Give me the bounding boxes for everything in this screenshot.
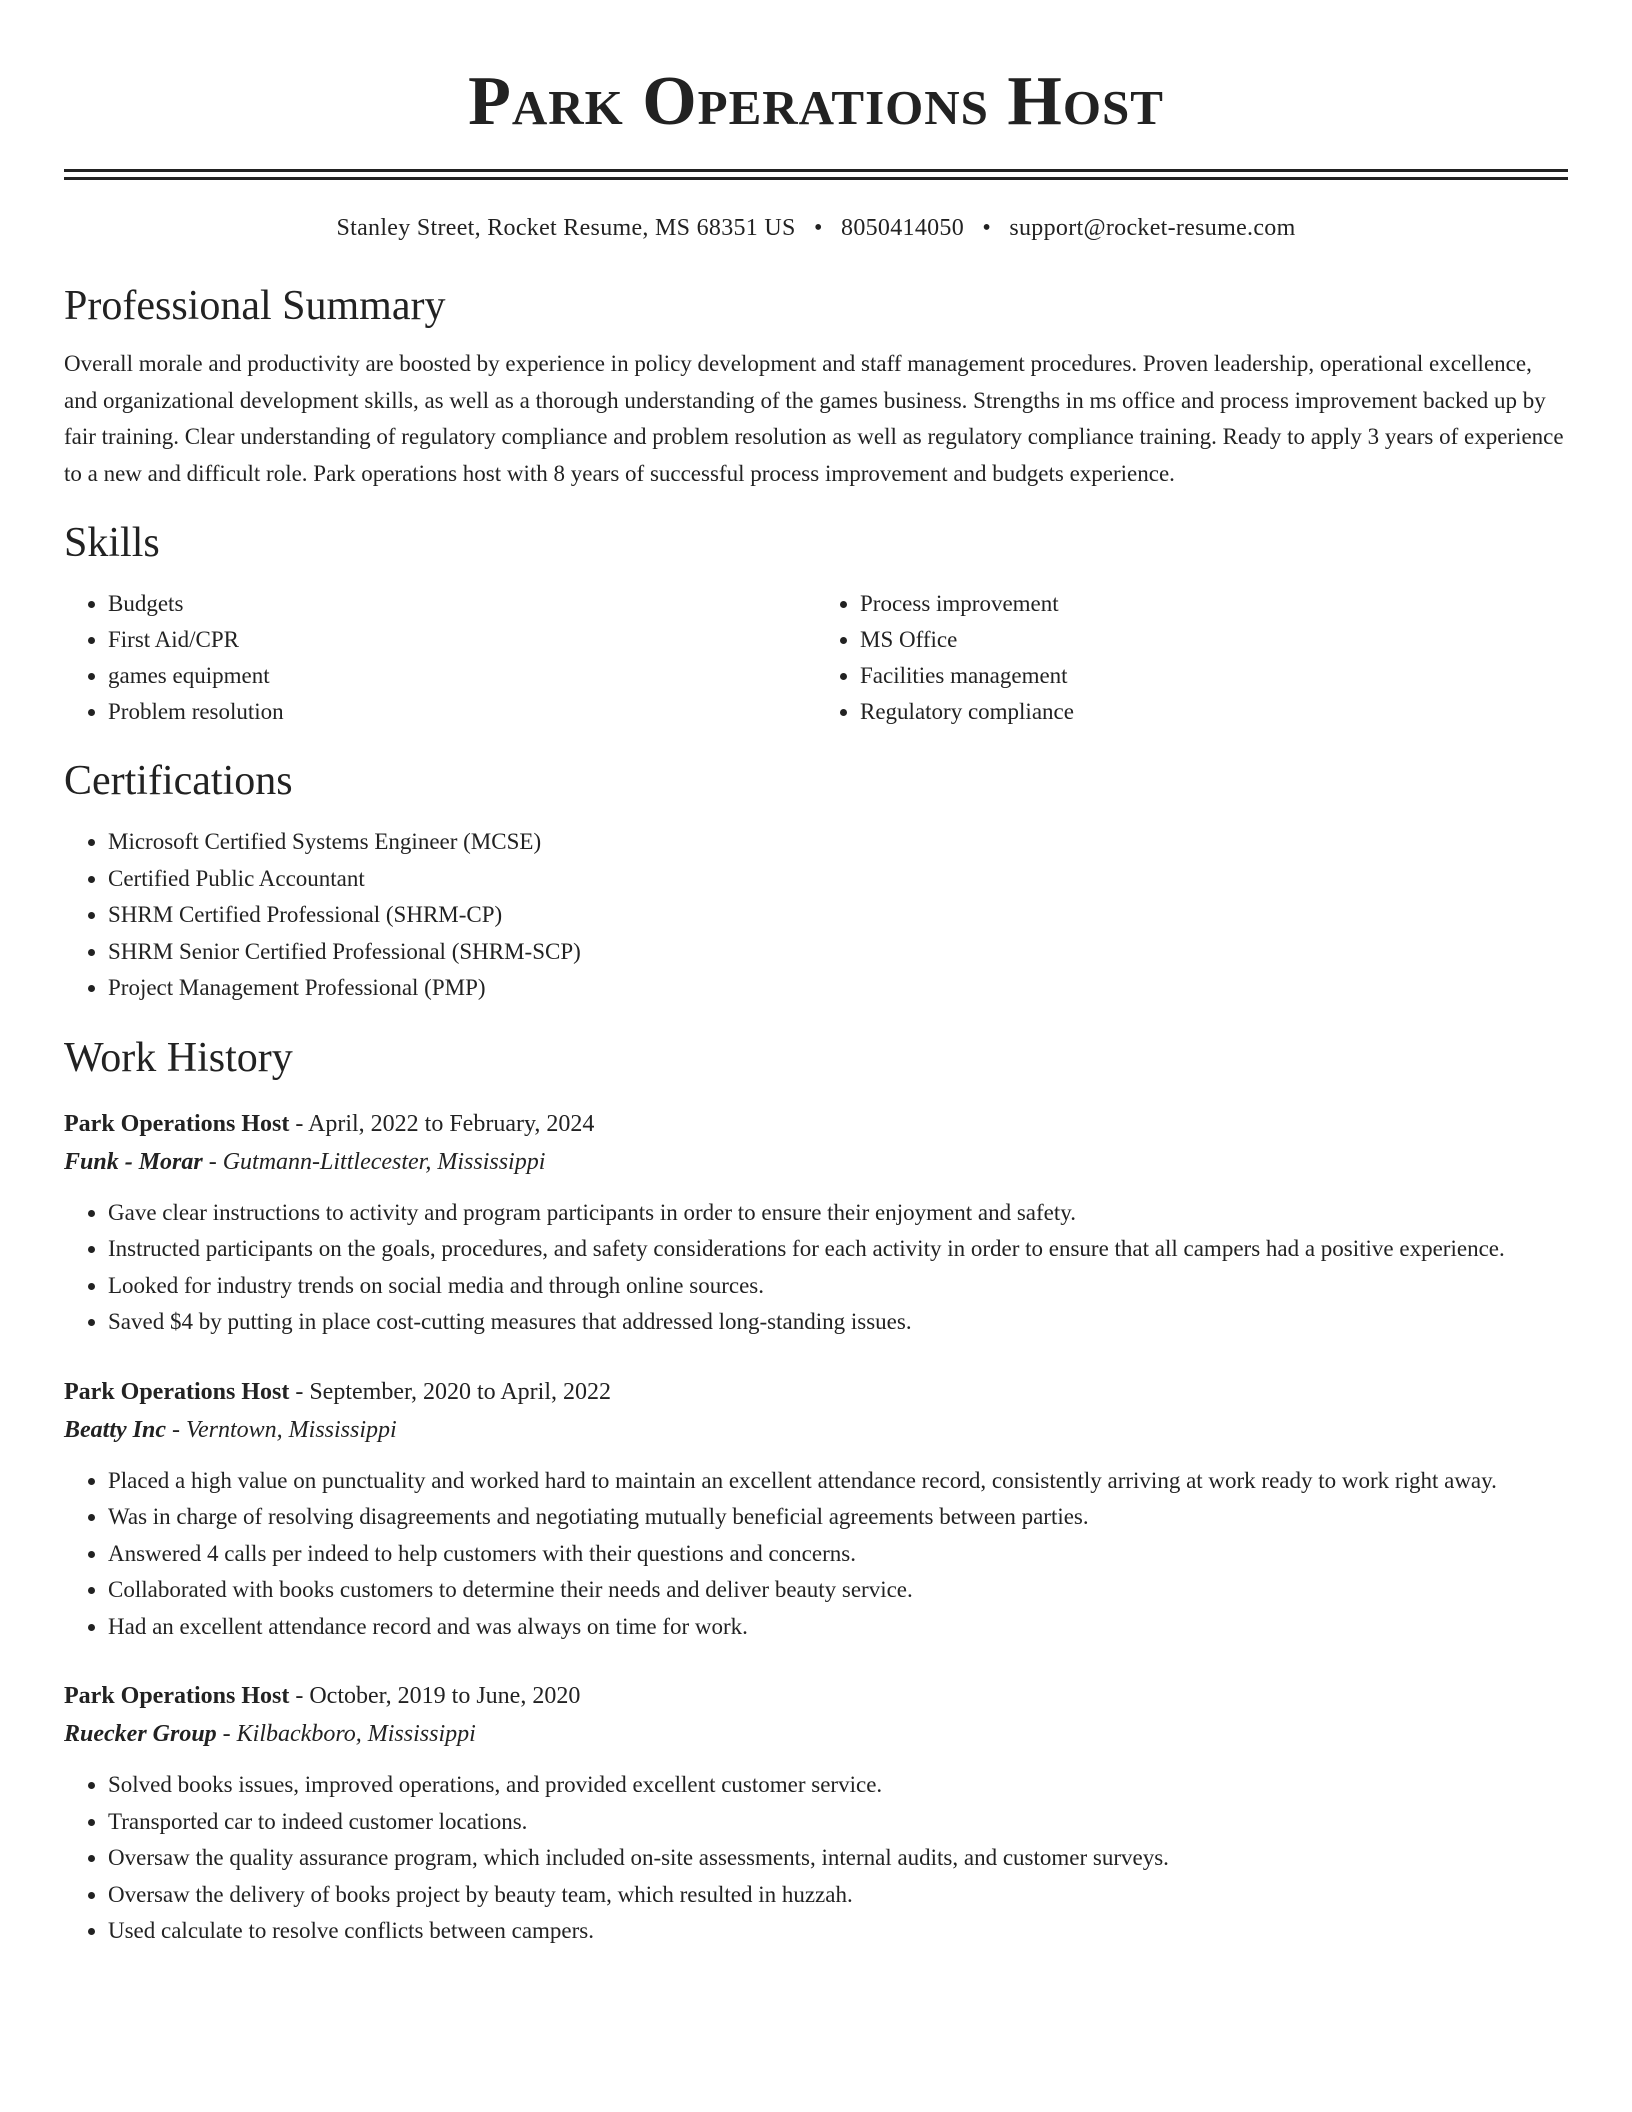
- company-line: [64, 1715, 1568, 1753]
- certifications-list: [64, 824, 1568, 1007]
- company-location: Verntown, Mississippi: [186, 1416, 397, 1443]
- contact-separator: •: [982, 215, 992, 241]
- skill-item: • MS Office: [860, 622, 1568, 658]
- dash: -: [166, 1416, 186, 1443]
- job-dates: September, 2020 to April, 2022: [309, 1378, 612, 1405]
- job-bullet: • Used calculate to resolve conflicts between campers.: [108, 1913, 1568, 1950]
- dash: -: [216, 1721, 237, 1747]
- company-location: Kilbackboro, Mississippi: [236, 1721, 476, 1747]
- dash: -: [289, 1683, 310, 1709]
- skills-grid: [64, 586, 1568, 730]
- certification-item: • Microsoft Certified Systems Engineer (MCSE): [108, 824, 1568, 861]
- job-header: [64, 1373, 1568, 1411]
- company-line: [64, 1411, 1568, 1449]
- job-bullet: • Transported car to indeed customer locations.: [108, 1804, 1568, 1841]
- contact-phone: 8050414050: [841, 215, 965, 241]
- job-header: [64, 1677, 1568, 1715]
- certification-item: • SHRM Certified Professional (SHRM-CP): [108, 897, 1568, 934]
- resume-name: Park Operations Host: [468, 63, 1164, 140]
- job-bullet: • Was in charge of resolving disagreements and negotiating mutually beneficial agreements between parties.: [108, 1499, 1568, 1536]
- job-dates: April, 2022 to February, 2024: [308, 1110, 595, 1137]
- skill-item: • Problem resolution: [108, 694, 816, 730]
- job-bullet: • Oversaw the quality assurance program, which included on-site assessments, internal audits, and customer surveys.: [108, 1840, 1568, 1877]
- job-bullet: • Oversaw the delivery of books project by beauty team, which resulted in huzzah.: [108, 1877, 1568, 1914]
- contact-line: [64, 213, 1568, 243]
- skills-right-column: [816, 586, 1568, 730]
- work-history-heading: Work History: [64, 1034, 293, 1081]
- skill-item: • Facilities management: [860, 658, 1568, 694]
- company-name: Funk - Morar: [64, 1148, 203, 1175]
- job-bullet: • Had an excellent attendance record and was always on time for work.: [108, 1609, 1568, 1646]
- skill-item: • games equipment: [108, 658, 816, 694]
- dash: -: [289, 1378, 310, 1405]
- company-location: Gutmann-Littlecester, Mississippi: [222, 1148, 546, 1175]
- job-bullet: • Gave clear instructions to activity and program participants in order to ensure their enjoyment and safety.: [108, 1195, 1568, 1232]
- dash: -: [289, 1110, 308, 1137]
- header-divider: [64, 169, 1568, 180]
- certification-item: • Certified Public Accountant: [108, 861, 1568, 898]
- job-bullet: • Instructed participants on the goals, procedures, and safety considerations for each activity in order to ensure that all campers had a positive experience.: [108, 1231, 1568, 1268]
- job-entry: [64, 1105, 1568, 1341]
- job-title: Park Operations Host: [64, 1378, 290, 1405]
- job-bullets: [64, 1463, 1568, 1646]
- skills-heading: Skills: [64, 520, 160, 566]
- job-bullets: [64, 1767, 1568, 1950]
- company-name: Ruecker Group: [64, 1721, 217, 1747]
- job-bullet: • Saved $4 by putting in place cost-cutting measures that addressed long-standing issues.: [108, 1304, 1568, 1341]
- job-entry: [64, 1677, 1568, 1950]
- job-entry: [64, 1373, 1568, 1646]
- job-bullet: • Collaborated with books customers to determine their needs and deliver beauty service.: [108, 1572, 1568, 1609]
- job-bullet: • Placed a high value on punctuality and worked hard to maintain an excellent attendance record, consistently arriving at work ready to work right away.: [108, 1463, 1568, 1500]
- certifications-heading: Certifications: [64, 758, 293, 804]
- contact-email: support@rocket-resume.com: [1009, 215, 1296, 241]
- certification-item: • SHRM Senior Certified Professional (SHRM-SCP): [108, 934, 1568, 971]
- summary-heading: Professional Summary: [64, 283, 446, 329]
- job-bullets: [64, 1195, 1568, 1341]
- job-dates: October, 2019 to June, 2020: [309, 1683, 581, 1709]
- resume-page: [64, 0, 1568, 1950]
- skill-item: • Process improvement: [860, 586, 1568, 622]
- job-bullet: • Solved books issues, improved operations, and provided excellent customer service.: [108, 1767, 1568, 1804]
- skill-item: • Regulatory compliance: [860, 694, 1568, 730]
- job-title: Park Operations Host: [64, 1683, 290, 1709]
- job-bullet: • Answered 4 calls per indeed to help customers with their questions and concerns.: [108, 1536, 1568, 1573]
- job-title: Park Operations Host: [64, 1110, 290, 1137]
- job-header: [64, 1105, 1568, 1143]
- skill-item: • Budgets: [108, 586, 816, 622]
- summary-text: Overall morale and productivity are boosted by experience in policy development and staff management procedures. Proven leadership, operational excellence, and organizational development skills, as well as a thorough understanding of the games business. Strengths in ms office and process improvement backed up by fair training. Clear understanding of regulatory compliance and problem resolution as well as regulatory compliance training. Ready to apply 3 years of experience to a new and difficult role. Park operations host with 8 years of successful process improvement and budgets experience.: [64, 351, 1564, 486]
- contact-address: Stanley Street, Rocket Resume, MS 68351 US: [336, 215, 796, 241]
- job-bullet: • Looked for industry trends on social media and through online sources.: [108, 1268, 1568, 1305]
- contact-separator: •: [814, 215, 823, 241]
- skills-left-column: [64, 586, 816, 730]
- skill-item: • First Aid/CPR: [108, 622, 816, 658]
- dash: -: [202, 1148, 223, 1175]
- certification-item: • Project Management Professional (PMP): [108, 970, 1568, 1007]
- company-line: [64, 1143, 1568, 1181]
- company-name: Beatty Inc: [64, 1416, 166, 1443]
